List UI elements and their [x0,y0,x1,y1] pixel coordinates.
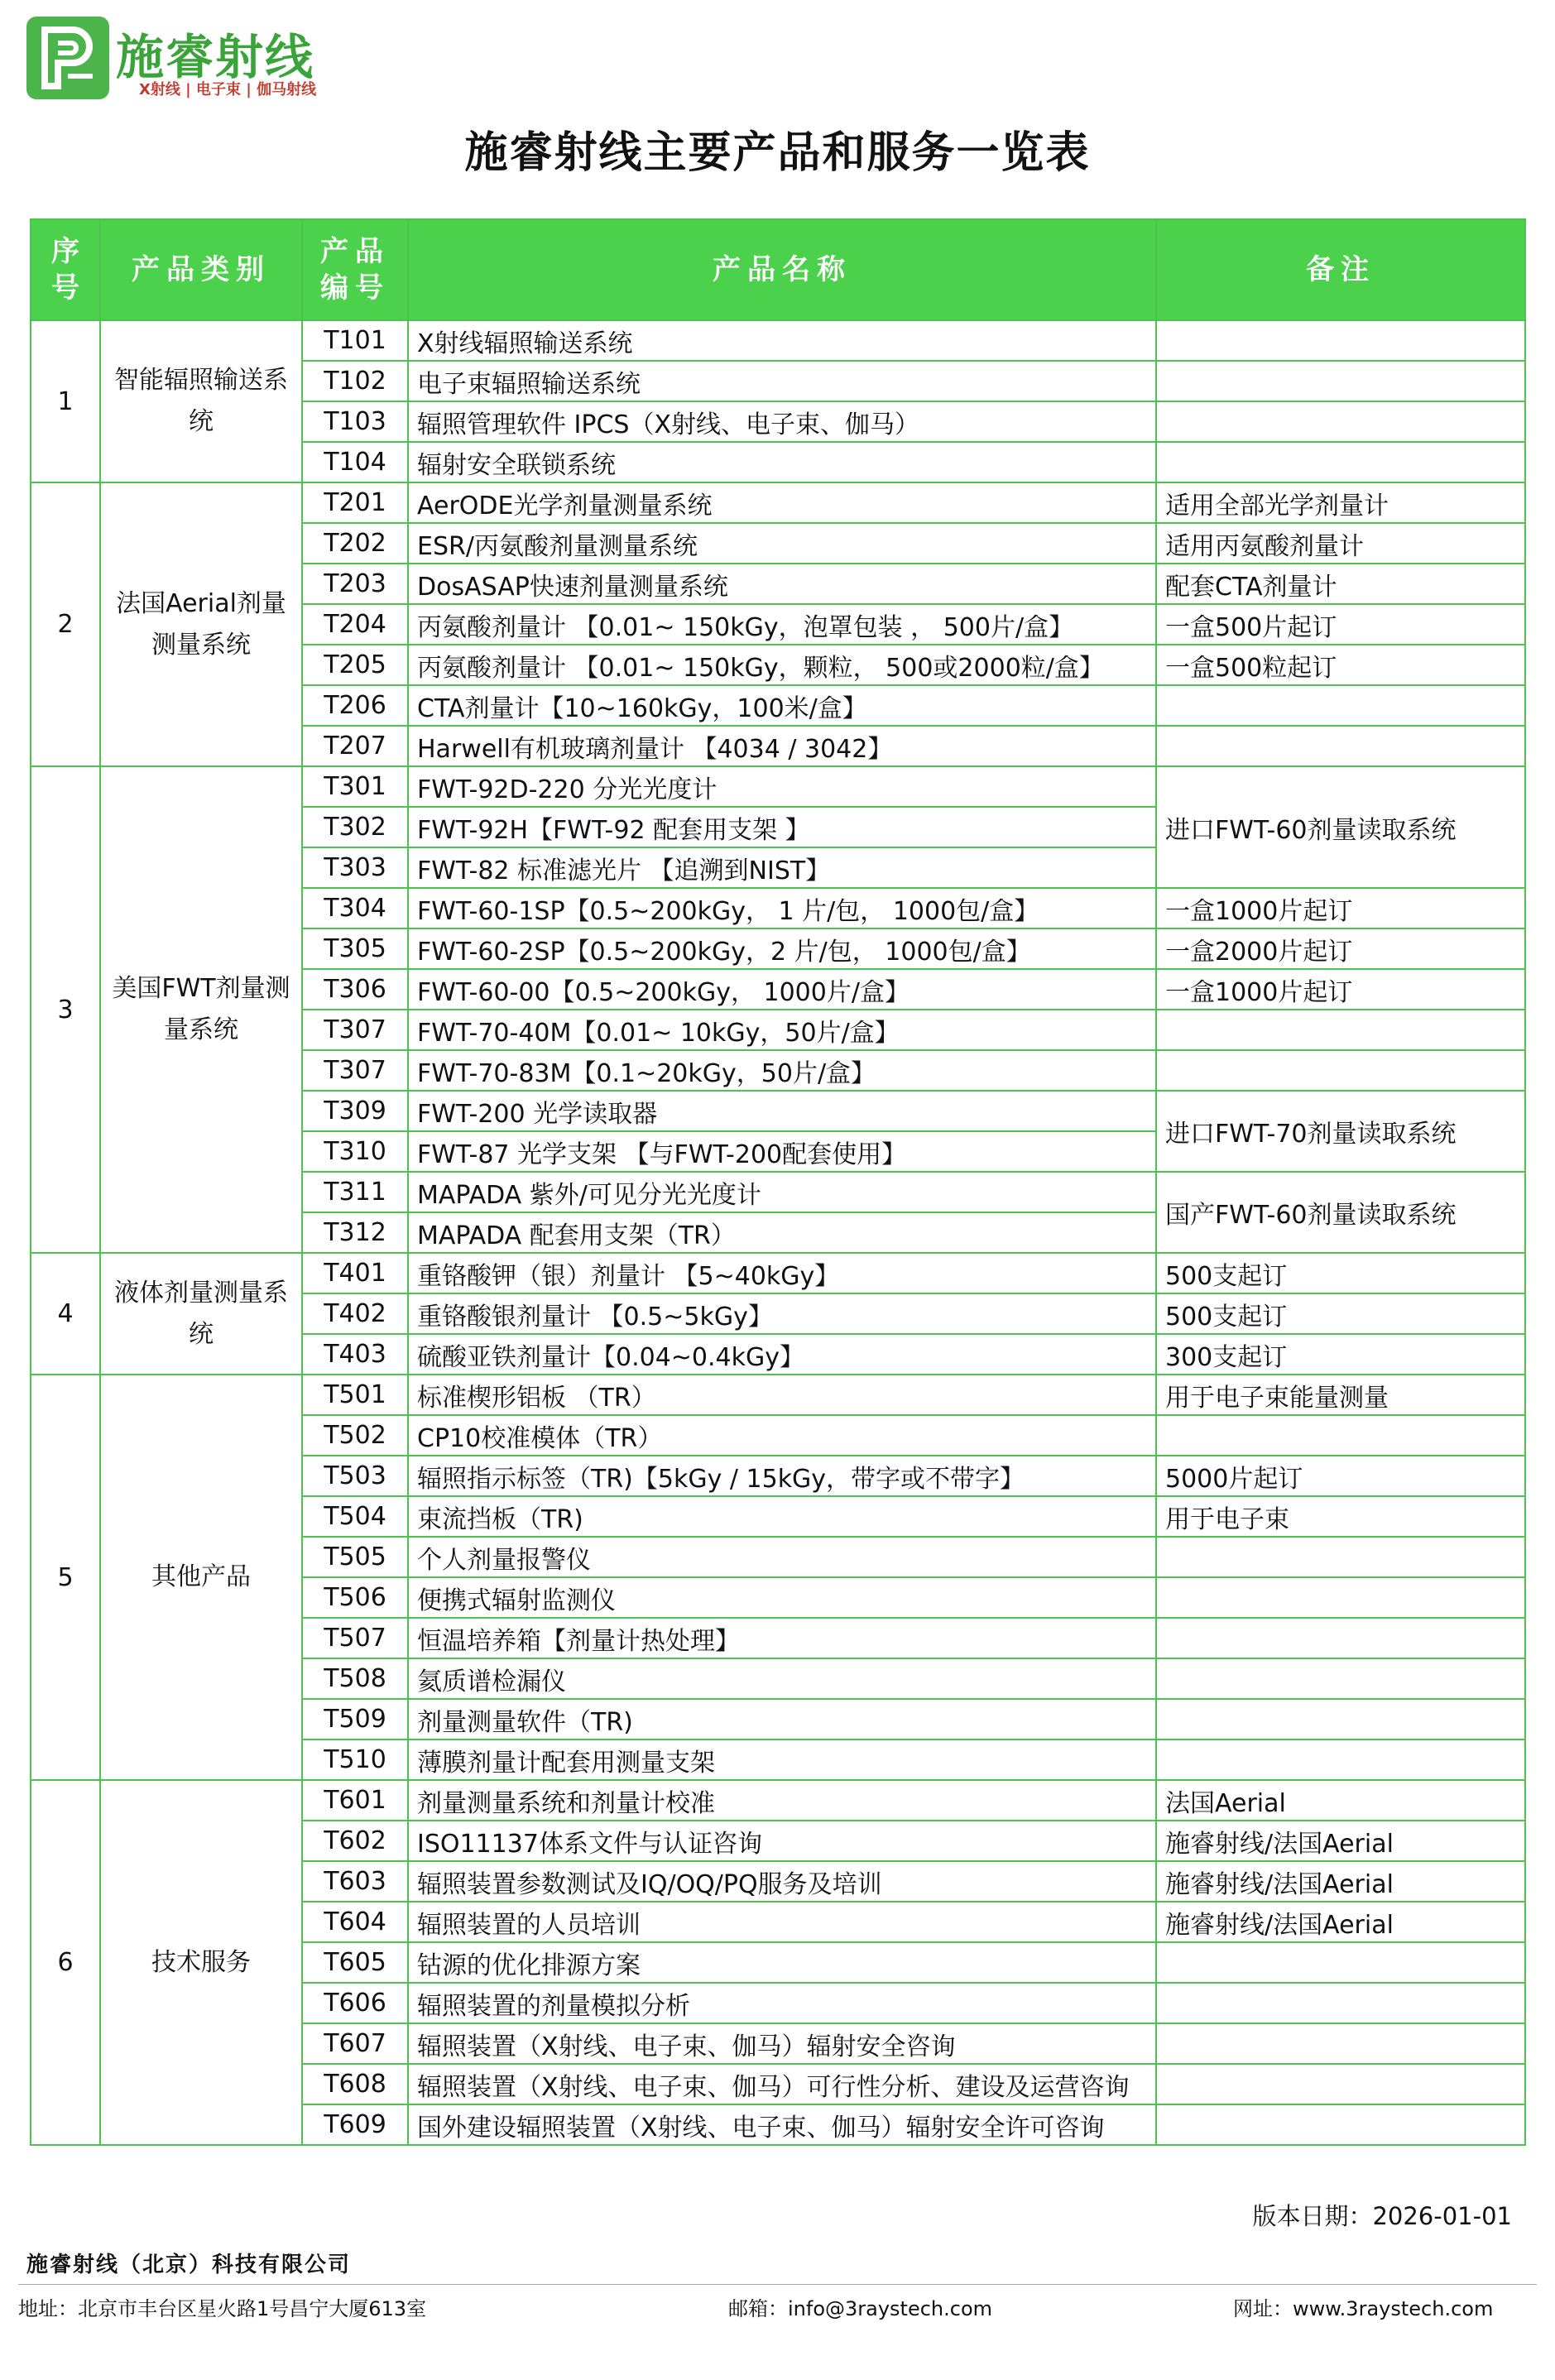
cell-code: T604 [302,1902,408,1942]
cell-product-name: 辐照装置的剂量模拟分析 [408,1983,1156,2023]
cell-code: T103 [302,401,408,442]
cell-product-name: FWT-60-2SP【0.5~200kGy，2 片/包， 1000包/盒】 [408,928,1156,969]
cell-code: T307 [302,1010,408,1050]
cell-code: T203 [302,564,408,604]
cell-code: T602 [302,1821,408,1861]
cell-seq: 2 [31,482,100,766]
cell-code: T601 [302,1780,408,1821]
table-body [31,320,1525,2145]
cell-code: T303 [302,847,408,888]
cell-product-name: MAPADA 配套用支架（TR） [408,1212,1156,1253]
cell-seq: 3 [31,766,100,1253]
footer-divider [18,2284,1537,2285]
cell-note [1156,1050,1525,1091]
header-code-label: 产品编号 [320,235,390,305]
footer-address: 地址：北京市丰台区星火路1号昌宁大厦613室 [18,2297,427,2320]
company-logo [26,17,324,99]
cell-code: T309 [302,1091,408,1131]
footer-website: 网址：www.3raystech.com [1233,2297,1494,2320]
footer-company: 施睿射线（北京）科技有限公司 [26,2253,352,2277]
cell-category: 法国Aerial剂量测量系统 [100,482,302,766]
cell-note: 一盒1000片起订 [1156,888,1525,928]
cell-code: T603 [302,1861,408,1902]
cell-product-name: X射线辐照输送系统 [408,320,1156,361]
cell-product-name: 硫酸亚铁剂量计【0.04~0.4kGy】 [408,1334,1156,1375]
cell-code: T609 [302,2104,408,2145]
table-row [31,1375,1525,1415]
cell-note: 一盒500片起订 [1156,604,1525,645]
header-category: 产品类别 [100,219,302,320]
cell-code: T101 [302,320,408,361]
cell-code: T502 [302,1415,408,1456]
cell-note: 法国Aerial [1156,1780,1525,1821]
cell-note [1156,442,1525,482]
page-title: 施睿射线主要产品和服务一览表 [464,128,1091,178]
cell-product-name: 辐照装置（X射线、电子束、伽马）辐射安全咨询 [408,2023,1156,2064]
cell-note: 施睿射线/法国Aerial [1156,1902,1525,1942]
cell-note [1156,685,1525,726]
cell-note: 300支起订 [1156,1334,1525,1375]
cell-note [1156,2064,1525,2104]
cell-product-name: FWT-60-00【0.5~200kGy， 1000片/盒】 [408,969,1156,1010]
footer-email: 邮箱：info@3raystech.com [728,2297,993,2320]
cell-product-name: 氦质谱检漏仪 [408,1658,1156,1699]
cell-product-name: 重铬酸钾（银）剂量计 【5~40kGy】 [408,1253,1156,1293]
cell-note [1156,1618,1525,1658]
cell-code: T305 [302,928,408,969]
cell-note: 国产FWT-60剂量读取系统 [1156,1172,1525,1253]
cell-product-name: CP10校准模体（TR） [408,1415,1156,1456]
cell-code: T104 [302,442,408,482]
header-seq-label: 序号 [51,235,79,305]
cell-code: T201 [302,482,408,523]
cell-product-name: 恒温培养箱【剂量计热处理】 [408,1618,1156,1658]
logo-brand-name: 施睿射线 [116,29,315,85]
cell-note [1156,1739,1525,1780]
cell-note [1156,1983,1525,2023]
logo-tagline: X射线 | 电子束 | 伽马射线 [139,81,317,98]
cell-note: 施睿射线/法国Aerial [1156,1821,1525,1861]
cell-code: T505 [302,1537,408,1577]
cell-code: T507 [302,1618,408,1658]
cell-code: T608 [302,2064,408,2104]
cell-code: T508 [302,1658,408,1699]
cell-product-name: FWT-82 标准滤光片 【追溯到NIST】 [408,847,1156,888]
cell-note [1156,2023,1525,2064]
header-code [302,219,408,320]
cell-note: 一盒500粒起订 [1156,645,1525,685]
cell-code: T205 [302,645,408,685]
cell-product-name: 丙氨酸剂量计 【0.01~ 150kGy，泡罩包装 ， 500片/盒】 [408,604,1156,645]
cell-product-name: AerODE光学剂量测量系统 [408,482,1156,523]
cell-product-name: 钴源的优化排源方案 [408,1942,1156,1983]
cell-code: T204 [302,604,408,645]
cell-note: 一盒2000片起订 [1156,928,1525,969]
cell-category: 液体剂量测量系统 [100,1253,302,1375]
table-row [31,482,1525,523]
cell-product-name: 剂量测量软件（TR) [408,1699,1156,1739]
version-date: 版本日期：2026-01-01 [1252,2202,1512,2230]
cell-code: T207 [302,726,408,766]
header-name: 产品名称 [408,219,1156,320]
cell-note: 一盒1000片起订 [1156,969,1525,1010]
cell-product-name: FWT-70-40M【0.01~ 10kGy，50片/盒】 [408,1010,1156,1050]
cell-product-name: Harwell有机玻璃剂量计 【4034 / 3042】 [408,726,1156,766]
cell-seq: 5 [31,1375,100,1780]
cell-code: T403 [302,1334,408,1375]
cell-code: T509 [302,1699,408,1739]
cell-note [1156,726,1525,766]
cell-note [1156,2104,1525,2145]
cell-note [1156,1699,1525,1739]
logo-mark-icon [26,17,109,99]
cell-code: T401 [302,1253,408,1293]
cell-note: 用于电子束 [1156,1496,1525,1537]
cell-note: 适用全部光学剂量计 [1156,482,1525,523]
cell-code: T302 [302,807,408,847]
cell-category: 技术服务 [100,1780,302,2145]
cell-product-name: FWT-92H【FWT-92 配套用支架 】 [408,807,1156,847]
cell-code: T504 [302,1496,408,1537]
cell-note [1156,1658,1525,1699]
cell-code: T307 [302,1050,408,1091]
cell-product-name: FWT-87 光学支架 【与FWT-200配套使用】 [408,1131,1156,1172]
cell-note [1156,1537,1525,1577]
cell-code: T510 [302,1739,408,1780]
cell-product-name: 国外建设辐照装置（X射线、电子束、伽马）辐射安全许可咨询 [408,2104,1156,2145]
cell-product-name: DosASAP快速剂量测量系统 [408,564,1156,604]
cell-product-name: 辐射安全联锁系统 [408,442,1156,482]
cell-product-name: FWT-200 光学读取器 [408,1091,1156,1131]
cell-note [1156,1577,1525,1618]
cell-code: T311 [302,1172,408,1212]
cell-product-name: ISO11137体系文件与认证咨询 [408,1821,1156,1861]
cell-product-name: 剂量测量系统和剂量计校准 [408,1780,1156,1821]
cell-note [1156,361,1525,401]
cell-code: T206 [302,685,408,726]
cell-note: 500支起订 [1156,1293,1525,1334]
cell-code: T402 [302,1293,408,1334]
cell-product-name: 辐照装置参数测试及IQ/OQ/PQ服务及培训 [408,1861,1156,1902]
cell-code: T306 [302,969,408,1010]
cell-product-name: 薄膜剂量计配套用测量支架 [408,1739,1156,1780]
cell-category: 智能辐照输送系统 [100,320,302,482]
cell-product-name: FWT-92D-220 分光光度计 [408,766,1156,807]
cell-product-name: 辐照管理软件 IPCS（X射线、电子束、伽马） [408,401,1156,442]
cell-code: T312 [302,1212,408,1253]
cell-code: T501 [302,1375,408,1415]
cell-note: 施睿射线/法国Aerial [1156,1861,1525,1902]
table-row [31,320,1525,361]
cell-product-name: FWT-70-83M【0.1~20kGy，50片/盒】 [408,1050,1156,1091]
cell-code: T606 [302,1983,408,2023]
cell-code: T301 [302,766,408,807]
cell-product-name: 电子束辐照输送系统 [408,361,1156,401]
table-row [31,766,1525,807]
table-header-row [31,219,1525,320]
cell-product-name: 丙氨酸剂量计 【0.01~ 150kGy，颗粒， 500或2000粒/盒】 [408,645,1156,685]
cell-note: 用于电子束能量测量 [1156,1375,1525,1415]
cell-code: T310 [302,1131,408,1172]
cell-product-name: 便携式辐射监测仪 [408,1577,1156,1618]
cell-note: 5000片起订 [1156,1456,1525,1496]
cell-seq: 1 [31,320,100,482]
cell-code: T607 [302,2023,408,2064]
cell-product-name: 辐照指示标签（TR)【5kGy / 15kGy，带字或不带字】 [408,1456,1156,1496]
cell-product-name: 个人剂量报警仪 [408,1537,1156,1577]
cell-note [1156,401,1525,442]
cell-code: T503 [302,1456,408,1496]
cell-seq: 4 [31,1253,100,1375]
header-seq [31,219,100,320]
cell-code: T202 [302,523,408,564]
cell-product-name: 辐照装置（X射线、电子束、伽马）可行性分析、建设及运营咨询 [408,2064,1156,2104]
product-table [30,218,1526,2146]
cell-product-name: 束流挡板（TR) [408,1496,1156,1537]
table-row [31,1253,1525,1293]
cell-code: T304 [302,888,408,928]
table-row [31,1780,1525,1821]
cell-note: 进口FWT-70剂量读取系统 [1156,1091,1525,1172]
cell-code: T102 [302,361,408,401]
cell-product-name: CTA剂量计【10~160kGy，100米/盒】 [408,685,1156,726]
cell-product-name: 标准楔形铝板 （TR） [408,1375,1156,1415]
cell-category: 其他产品 [100,1375,302,1780]
cell-product-name: MAPADA 紫外/可见分光光度计 [408,1172,1156,1212]
cell-note [1156,1415,1525,1456]
cell-note [1156,1010,1525,1050]
cell-note: 500支起订 [1156,1253,1525,1293]
cell-product-name: ESR/丙氨酸剂量测量系统 [408,523,1156,564]
cell-category: 美国FWT剂量测量系统 [100,766,302,1253]
cell-note: 进口FWT-60剂量读取系统 [1156,766,1525,888]
cell-product-name: FWT-60-1SP【0.5~200kGy， 1 片/包， 1000包/盒】 [408,888,1156,928]
header-note: 备注 [1156,219,1525,320]
cell-product-name: 重铬酸银剂量计 【0.5~5kGy】 [408,1293,1156,1334]
cell-note: 配套CTA剂量计 [1156,564,1525,604]
cell-note [1156,320,1525,361]
cell-code: T506 [302,1577,408,1618]
cell-seq: 6 [31,1780,100,2145]
cell-note: 适用丙氨酸剂量计 [1156,523,1525,564]
cell-code: T605 [302,1942,408,1983]
cell-note [1156,1942,1525,1983]
cell-product-name: 辐照装置的人员培训 [408,1902,1156,1942]
